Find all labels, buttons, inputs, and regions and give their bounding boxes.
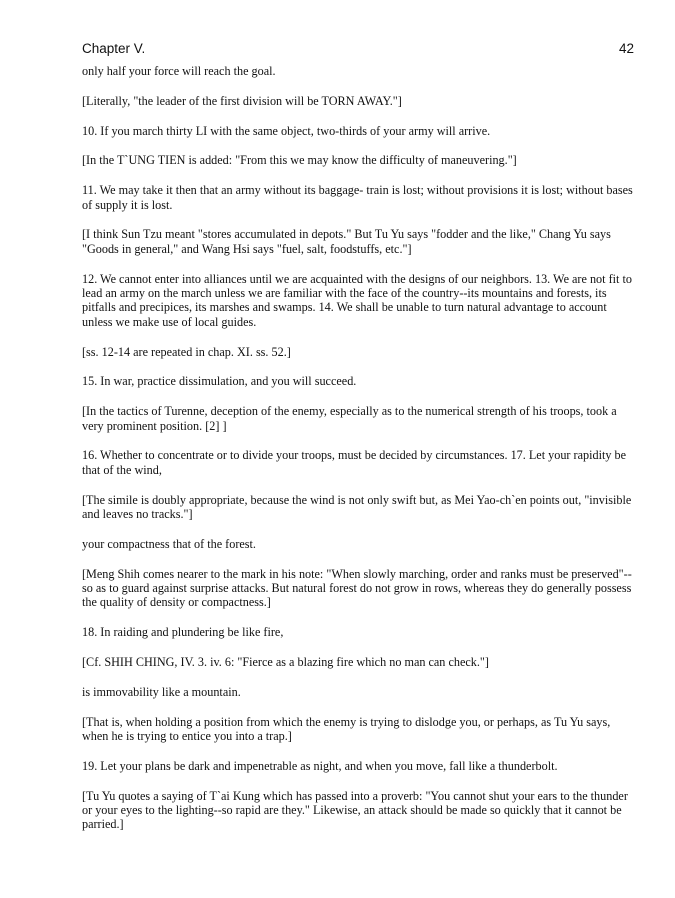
paragraph: 12. We cannot enter into alliances until we are acquainted with the designs of our neighbors. 13. We are not fit to lead an army on the march unless we are familiar with the face of the country--its mountains and forests, its pitfalls and precipices, its marshes and swamps. 14. We shall be unable to turn natural advantage to account unless we make use of local guides. <box>82 271 632 329</box>
paragraph: [I think Sun Tzu meant "stores accumulated in depots." But Tu Yu says "fodder and the like," Chang Yu says "Goods in general," and Wang Hsi says "fuel, salt, foodstuffs, etc."] <box>82 227 611 256</box>
page-header <box>82 41 634 59</box>
page-number: 42 <box>618 41 634 56</box>
paragraph: your compactness that of the forest. <box>82 536 256 551</box>
paragraph: 18. In raiding and plundering be like fire, <box>82 625 284 640</box>
chapter-title: Chapter V. <box>82 41 146 56</box>
page-body <box>82 64 634 847</box>
paragraph: 11. We may take it then that an army without its baggage- train is lost; without provisions it is lost; without bases of supply it is lost. <box>82 183 633 212</box>
paragraph: [In the tactics of Turenne, deception of the enemy, especially as to the numerical strength of his troops, took a very prominent position. [2] ] <box>82 404 617 433</box>
paragraph: only half your force will reach the goal. <box>82 64 276 78</box>
paragraph: 15. In war, practice dissimulation, and you will succeed. <box>82 374 357 389</box>
paragraph: [The simile is doubly appropriate, because the wind is not only swift but, as Mei Yao-ch`en points out, "invisible and leaves no tracks."] <box>82 492 632 522</box>
paragraph: 16. Whether to concentrate or to divide your troops, must be decided by circumstances. 17. Let your rapidity be that of the wind, <box>82 448 626 477</box>
paragraph: [Tu Yu quotes a saying of T`ai Kung which has passed into a proverb: "You cannot shut your ears to the thunder or your eyes to the lighting--so rapid are they." Likewise, an attack should be made so quickly that it cannot be parried.] <box>82 788 628 832</box>
paragraph: 19. Let your plans be dark and impenetrable as night, and when you move, fall like a thunderbolt. <box>82 758 558 773</box>
paragraph: [ss. 12-14 are repeated in chap. XI. ss. 52.] <box>82 344 291 359</box>
paragraph: [In the T`UNG TIEN is added: "From this we may know the difficulty of maneuvering."] <box>82 153 517 168</box>
paragraph: 10. If you march thirty LI with the same object, two-thirds of your army will arrive. <box>82 123 491 138</box>
paragraph: [Cf. SHIH CHING, IV. 3. iv. 6: "Fierce as a blazing fire which no man can check."] <box>82 655 489 670</box>
paragraph: [Literally, "the leader of the first division will be TORN AWAY."] <box>82 93 402 108</box>
paragraph: [Meng Shih comes nearer to the mark in his note: "When slowly marching, order and ranks must be preserved"--so as to guard against surprise attacks. But natural forest do not grow in rows, whereas they do generally possess the quality of density or compactness.] <box>82 566 632 610</box>
paragraph: [That is, when holding a position from which the enemy is trying to dislodge you, or perhaps, as Tu Yu says, when he is trying to entice you into a trap.] <box>82 714 611 744</box>
paragraph: is immovability like a mountain. <box>82 684 241 699</box>
